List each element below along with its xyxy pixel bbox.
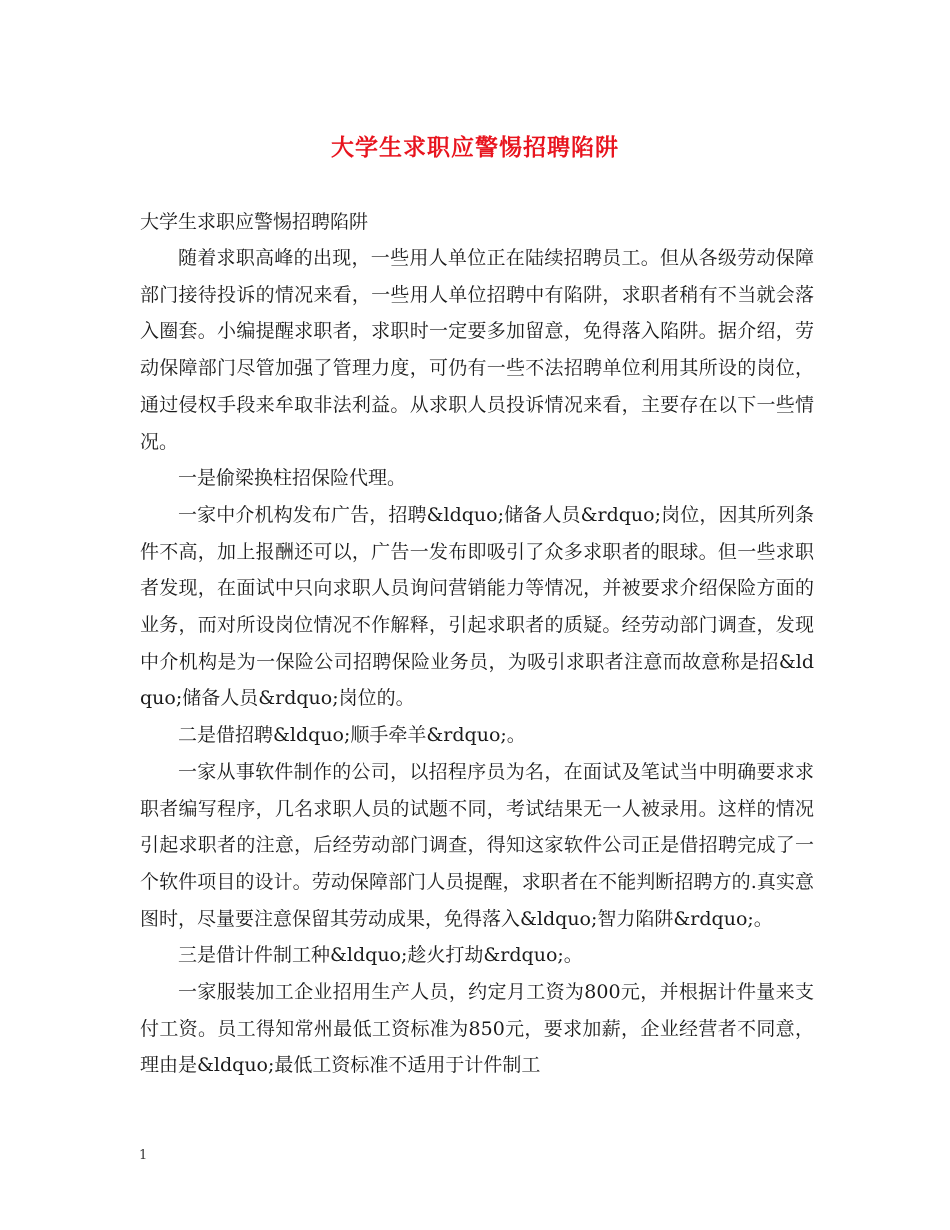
paragraph-heading-2: 二是借招聘&ldquo;顺手牵羊&rdquo;。: [178, 724, 526, 747]
document-subtitle: 大学生求职应警惕招聘陷阱: [140, 211, 369, 233]
paragraph-intro: 随着求职高峰的出现，一些用人单位正在陆续招聘员工。但从各级劳动保障部门接待投诉的情况来看，一些用人单位招聘中有陷阱，求职者稍有不当就会落入圈套。小编提醒求职者，求职时一定要多加留意，免得落入陷阱。据介绍，劳动保障部门尽管加强了管理力度，可仍有一些不法招聘单位利用其所设的岗位，通过侵权手段来牟取非法利益。从求职人员投诉情况来看，主要存在以下一些情况。: [140, 247, 814, 453]
paragraph-case-2: 一家从事软件制作的公司，以招程序员为名，在面试及笔试当中明确要求求职者编写程序，几名求职人员的试题不同，考试结果无一人被录用。这样的情况引起求职者的注意，后经劳动部门调查，得知这家软件公司正是借招聘完成了一个软件项目的设计。劳动保障部门人员提醒，求职者在不能判断招聘方的.真实意图时，尽量要注意保留其劳动成果，免得落入&ldquo;智力陷阱&rdquo;。: [140, 760, 814, 930]
paragraph-case-1: 一家中介机构发布广告，招聘&ldquo;储备人员&rdquo;岗位，因其所列条件不高，加上报酬还可以，广告一发布即吸引了众多求职者的眼球。但一些求职者发现，在面试中只向求职人员询问营销能力等情况，并被要求介绍保险方面的业务，而对所设岗位情况不作解释，引起求职者的质疑。经劳动部门调查，发现中介机构是为一保险公司招聘保险业务员，为吸引求职者注意而故意称是招&ldquo;储备人员&rdquo;岗位的。: [140, 503, 814, 710]
paragraph-case-3: 一家服装加工企业招用生产人员，约定月工资为800元，并根据计件量来支付工资。员工得知常州最低工资标准为850元，要求加薪，企业经营者不同意，理由是&ldquo;最低工资标准不适用于计件制工: [140, 981, 814, 1077]
paragraph-heading-3: 三是借计件制工种&ldquo;趁火打劫&rdquo;。: [178, 944, 583, 967]
document-title: 大学生求职应警惕招聘陷阱: [331, 134, 619, 161]
document-body: [140, 204, 814, 1084]
paragraph-heading-1: 一是偷梁换柱招保险代理。: [178, 467, 407, 490]
page-number: 1: [139, 1148, 148, 1163]
